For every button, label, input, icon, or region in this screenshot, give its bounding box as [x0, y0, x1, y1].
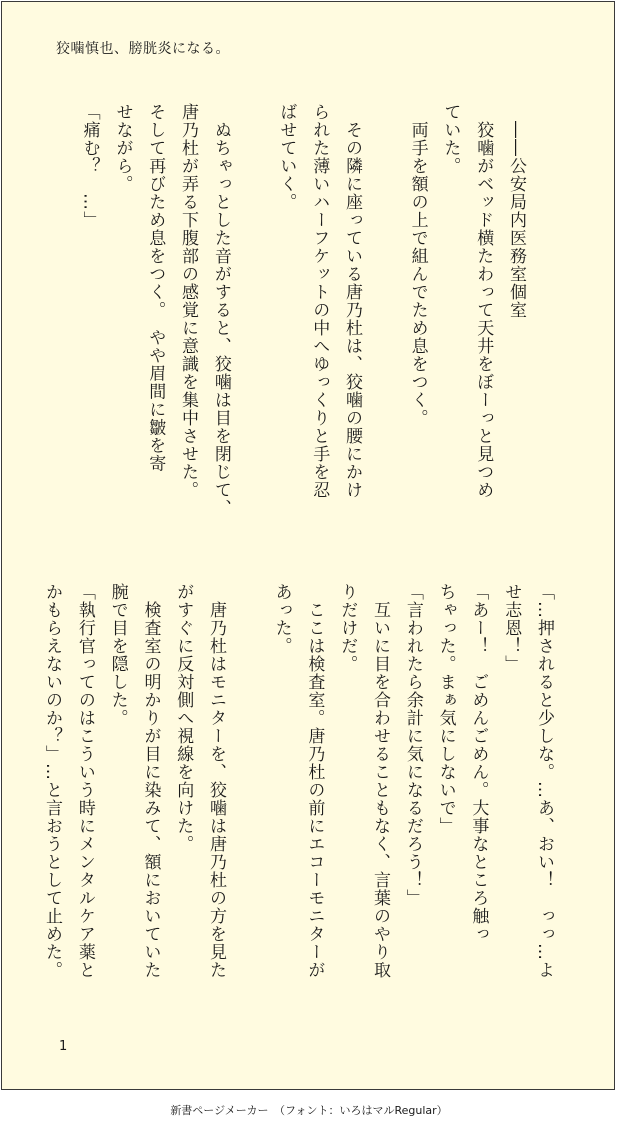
text-column: 両手を額の上で組んでため息をつく。 — [407, 103, 428, 427]
text-column: 「執行官ってのはこういう時にメンタルケア薬と — [74, 583, 95, 979]
text-column: あった。 — [271, 583, 292, 655]
text-column: りだけだ。 — [337, 583, 358, 673]
text-column: 唐乃杜が弄る下腹部の感覚に意識を集中させた。 — [178, 103, 199, 499]
text-column — [237, 103, 270, 543]
text-column: 互いに目を合わせることもなく、言葉のやり取 — [370, 583, 391, 979]
text-column: 「痛む？ …」 — [79, 103, 100, 229]
text-block-lower — [35, 583, 560, 1003]
text-column: せながら。 — [112, 103, 133, 193]
text-column: ていた。 — [440, 103, 461, 175]
text-column: せ志恩！」 — [501, 583, 522, 673]
text-column: 「…押されると少しな。…あ、おい！ っっ…よ — [534, 583, 554, 979]
text-column: 「言われたら余計に気になるだろう！」 — [402, 583, 423, 907]
text-column: 狡噛がベッド横たわって天井をぼーっと見つめ — [473, 103, 494, 499]
text-column: その隣に座っている唐乃杜は、狡噛の腰にかけ — [342, 103, 363, 499]
text-column: ちゃった。まぁ気にしないで」 — [435, 583, 456, 835]
text-column: られた薄いハーフケットの中へゆっくりと手を忍 — [309, 103, 330, 499]
manuscript-page — [1, 1, 615, 1090]
text-column: ここは検査室。唐乃杜の前にエコーモニターが — [304, 583, 325, 979]
generator-credit: 新書ページメーカー （フォント：いろはマルRegular） — [170, 1104, 448, 1117]
text-column: 検査室の明かりが目に染みて、額においていた — [140, 583, 161, 979]
text-column: 唐乃杜はモニターを、狡噛は唐乃杜の方を見た — [206, 583, 227, 979]
text-column: 腕で目を隠した。 — [107, 583, 128, 727]
text-column: ばせていく。 — [276, 103, 297, 211]
text-column: かもらえないのか？」…と言おうとして止めた。 — [42, 583, 63, 979]
text-column: ――公安局内医務室個室 — [506, 103, 526, 319]
text-column: がすぐに反対側へ視線を向けた。 — [173, 583, 194, 853]
text-block-upper — [73, 103, 532, 543]
page-number: 1 — [59, 1039, 68, 1054]
text-column: そして再びため息をつく。 やや眉間に皺を寄 — [145, 103, 166, 473]
story-title: 狡噛慎也、膀胱炎になる。 — [56, 41, 230, 57]
text-column — [368, 103, 401, 543]
text-column: ぬちゃっとした音がすると、狡噛は目を閉じて、 — [210, 103, 231, 517]
text-column: 「あー！ ごめんごめん。大事なところ触っ — [468, 583, 489, 943]
text-column — [232, 583, 265, 1003]
